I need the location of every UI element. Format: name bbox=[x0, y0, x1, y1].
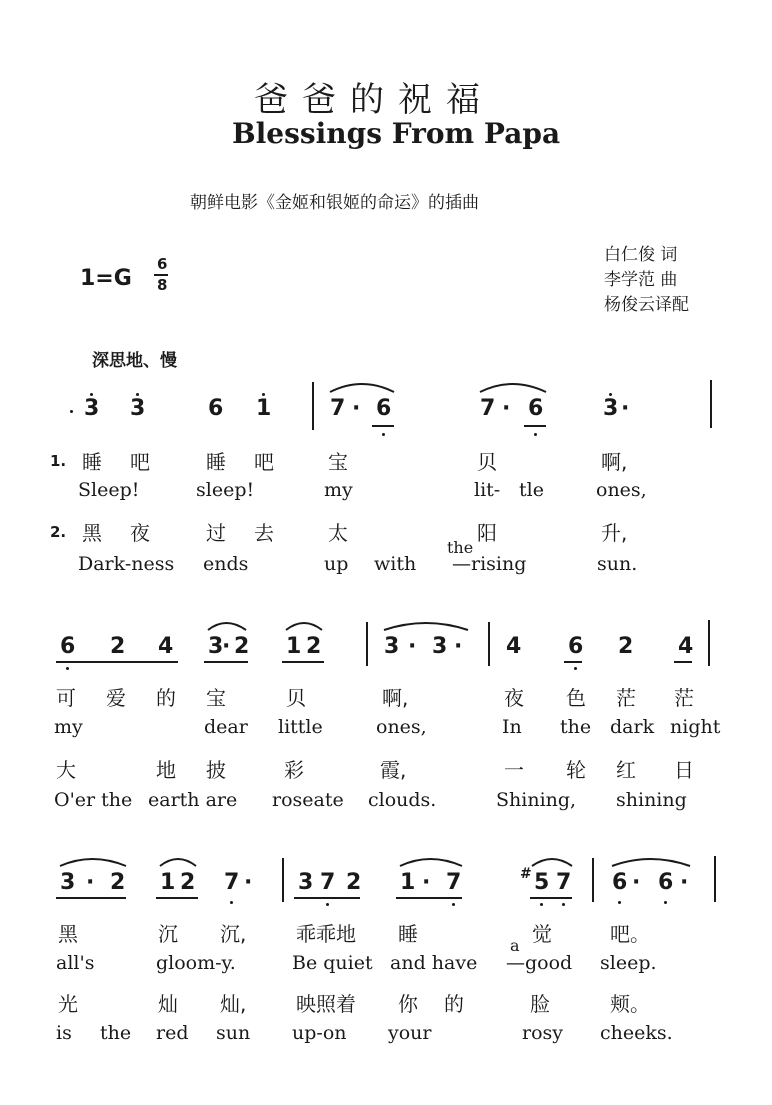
lyric-cn: 升, bbox=[601, 521, 628, 545]
note: 6 bbox=[376, 396, 392, 421]
lyric-en: the bbox=[100, 1022, 132, 1044]
lyric-en: Dark-ness bbox=[78, 553, 175, 575]
slur bbox=[400, 859, 462, 866]
lyric-cn: 你 bbox=[398, 992, 418, 1016]
lyric-en: my bbox=[324, 479, 353, 501]
note: 7 bbox=[224, 870, 240, 895]
lyric-en-small: the bbox=[447, 538, 474, 557]
lyric-cn: 轮 bbox=[566, 758, 586, 782]
lyric-en: up bbox=[324, 553, 349, 575]
lyric-en: rosy bbox=[522, 1022, 564, 1044]
lyric-en: is bbox=[56, 1022, 72, 1044]
lyric-cn: 吧 bbox=[130, 450, 150, 474]
lyric-en: tle bbox=[519, 479, 544, 501]
lyric-cn: 吧。 bbox=[610, 922, 650, 946]
lyric-en: ones, bbox=[596, 479, 647, 501]
note: 4 bbox=[678, 634, 694, 659]
lyric-cn: 去 bbox=[254, 521, 274, 545]
lyric-en: Shining, bbox=[496, 789, 577, 811]
lyric-en-small: a bbox=[510, 936, 520, 955]
lyric-en: with bbox=[374, 553, 417, 575]
note-dot: · bbox=[244, 870, 253, 895]
lyric-cn: 黑 bbox=[82, 521, 102, 545]
note: 3 bbox=[298, 870, 314, 895]
lyric-cn: 阳 bbox=[477, 521, 497, 545]
lyric-en: ones, bbox=[376, 716, 427, 738]
note: 4 bbox=[158, 634, 174, 659]
subtitle: 朝鲜电影《金姬和银姬的命运》的插曲 bbox=[190, 193, 479, 213]
lyric-cn: 沉, bbox=[220, 922, 247, 946]
lyric-cn: 的 bbox=[156, 686, 176, 710]
slur bbox=[384, 623, 468, 630]
lyric-cn: 爱 bbox=[106, 686, 126, 710]
note: 1 bbox=[256, 396, 272, 421]
lyric-cn: 宝 bbox=[328, 450, 348, 474]
note-dot: · bbox=[86, 870, 95, 895]
note: 3 bbox=[60, 870, 76, 895]
lyric-en: Be quiet bbox=[292, 952, 373, 974]
lyric-cn: 披 bbox=[206, 758, 226, 782]
lyric-en: the bbox=[560, 716, 592, 738]
lyric-cn: 太 bbox=[328, 521, 348, 545]
note: 2 bbox=[306, 634, 322, 659]
slur bbox=[160, 859, 196, 866]
lyric-cn: 宝 bbox=[206, 686, 226, 710]
verse-number-1: 1. bbox=[50, 452, 67, 470]
lyric-en: In bbox=[502, 716, 522, 738]
note: 6 bbox=[528, 396, 544, 421]
note-dot: · bbox=[222, 634, 231, 659]
lyric-cn: 乖乖地 bbox=[296, 922, 356, 946]
lyric-cn: 觉 bbox=[532, 922, 552, 946]
note: 2 bbox=[618, 634, 634, 659]
lyric-cn: 茫 bbox=[616, 686, 636, 710]
key-signature: 1=G bbox=[80, 266, 132, 291]
lyric-en: dark bbox=[610, 716, 655, 738]
lyric-en: —rising bbox=[452, 553, 527, 575]
note: 3 bbox=[130, 396, 146, 421]
note: 3 bbox=[208, 634, 224, 659]
note: 7 bbox=[330, 396, 346, 421]
lyric-en: lit- bbox=[474, 479, 501, 501]
lyric-cn: 光 bbox=[58, 992, 78, 1016]
lyric-cn: 彩 bbox=[284, 758, 304, 782]
note: 6 bbox=[60, 634, 76, 659]
slur bbox=[330, 384, 394, 392]
lyric-en: sleep! bbox=[196, 479, 255, 501]
note: 6 bbox=[208, 396, 224, 421]
sharp-sign: # bbox=[520, 866, 532, 882]
lyric-cn: 一 bbox=[504, 758, 524, 782]
slur bbox=[480, 384, 546, 392]
note: 7 bbox=[556, 870, 572, 895]
note-dot: · bbox=[502, 396, 511, 421]
page-title-chinese: 爸爸的祝福 bbox=[254, 80, 494, 120]
lyric-cn: 过 bbox=[206, 521, 226, 545]
lyric-cn: 黑 bbox=[58, 922, 78, 946]
lyric-en: all's bbox=[56, 952, 95, 974]
note: 3 bbox=[384, 634, 400, 659]
lyric-cn: 红 bbox=[616, 758, 636, 782]
note: 2 bbox=[180, 870, 196, 895]
lyric-cn: 吧 bbox=[254, 450, 274, 474]
note-dot: · bbox=[680, 870, 689, 895]
lyric-cn: 茫 bbox=[674, 686, 694, 710]
slur bbox=[286, 623, 322, 630]
note: 1 bbox=[286, 634, 302, 659]
note-dot: · bbox=[621, 396, 630, 421]
lyric-en: red bbox=[156, 1022, 189, 1044]
lyric-cn: 啊, bbox=[382, 686, 409, 710]
lyric-en: my bbox=[54, 716, 83, 738]
note: 6 bbox=[612, 870, 628, 895]
note-dot: · bbox=[454, 634, 463, 659]
note: 3 bbox=[432, 634, 448, 659]
note: 7 bbox=[480, 396, 496, 421]
lyric-cn: 日 bbox=[674, 758, 694, 782]
note: 2 bbox=[234, 634, 250, 659]
lyric-cn: 大 bbox=[56, 758, 76, 782]
slur bbox=[532, 859, 572, 866]
lyric-en: up-on bbox=[292, 1022, 347, 1044]
note: 2 bbox=[110, 634, 126, 659]
lyric-en: sleep. bbox=[600, 952, 657, 974]
note: 1 bbox=[400, 870, 416, 895]
slur bbox=[612, 859, 690, 866]
lyric-cn: 霞, bbox=[380, 758, 407, 782]
lyric-en: cheeks. bbox=[600, 1022, 673, 1044]
time-signature-bottom: 8 bbox=[157, 276, 168, 294]
note: 1 bbox=[160, 870, 176, 895]
lyric-cn: 灿, bbox=[220, 992, 247, 1016]
lyric-cn: 灿 bbox=[158, 992, 178, 1016]
lyric-en: gloom-y. bbox=[156, 952, 236, 974]
lyric-cn: 睡 bbox=[82, 450, 102, 474]
lyric-cn: 地 bbox=[156, 758, 176, 782]
note-dot: · bbox=[422, 870, 431, 895]
page-title-english: Blessings From Papa bbox=[232, 117, 561, 150]
lyric-en: shining bbox=[616, 789, 687, 811]
note-dot: · bbox=[352, 396, 361, 421]
note: 6 bbox=[568, 634, 584, 659]
note: 3 bbox=[603, 396, 619, 421]
lyric-en: sun. bbox=[597, 553, 638, 575]
time-signature-top: 6 bbox=[157, 255, 168, 273]
note: 5 bbox=[534, 870, 550, 895]
tempo-marking: 深思地、慢 bbox=[92, 351, 177, 371]
lyric-cn: 沉 bbox=[158, 922, 178, 946]
lyric-en: and have bbox=[390, 952, 478, 974]
lyric-en: little bbox=[278, 716, 323, 738]
lyric-cn: 颊。 bbox=[610, 992, 650, 1016]
lyric-en: Sleep! bbox=[78, 479, 140, 501]
lyric-en: dear bbox=[204, 716, 248, 738]
note: 3 bbox=[84, 396, 100, 421]
translator-credit: 杨俊云译配 bbox=[604, 295, 689, 315]
lyric-cn: 夜 bbox=[504, 686, 524, 710]
lyric-en: earth are bbox=[148, 789, 238, 811]
lyric-cn: 脸 bbox=[530, 992, 550, 1016]
note: 7 bbox=[320, 870, 336, 895]
lyric-en: sun bbox=[216, 1022, 251, 1044]
note: 7 bbox=[446, 870, 462, 895]
slur bbox=[60, 859, 126, 866]
note: 2 bbox=[110, 870, 126, 895]
lyricist-credit: 白仁俊 词 bbox=[604, 245, 678, 265]
note-dot: · bbox=[408, 634, 417, 659]
lyric-cn: 映照着 bbox=[296, 992, 356, 1016]
note-dot: · bbox=[632, 870, 641, 895]
lyric-en: O'er the bbox=[54, 789, 133, 811]
lyric-cn: 夜 bbox=[130, 521, 150, 545]
lyric-cn: 的 bbox=[444, 992, 464, 1016]
lyric-cn: 睡 bbox=[206, 450, 226, 474]
note: 2 bbox=[346, 870, 362, 895]
lyric-en: clouds. bbox=[368, 789, 437, 811]
lyric-en: night bbox=[670, 716, 721, 738]
lyric-en: roseate bbox=[272, 789, 344, 811]
lyric-cn: 睡 bbox=[398, 922, 418, 946]
slur bbox=[208, 623, 246, 630]
note: 4 bbox=[506, 634, 522, 659]
lyric-cn: 贝 bbox=[286, 686, 306, 710]
verse-number-2: 2. bbox=[50, 523, 67, 541]
lyric-en: ends bbox=[203, 553, 249, 575]
lyric-cn: 啊, bbox=[601, 450, 628, 474]
lyric-en: —good bbox=[506, 952, 573, 974]
note: 6 bbox=[658, 870, 674, 895]
lyric-cn: 可 bbox=[56, 686, 76, 710]
lyric-en: your bbox=[388, 1022, 432, 1044]
lyric-cn: 贝 bbox=[477, 450, 497, 474]
composer-credit: 李学范 曲 bbox=[604, 270, 678, 290]
lyric-cn: 色 bbox=[566, 686, 586, 710]
